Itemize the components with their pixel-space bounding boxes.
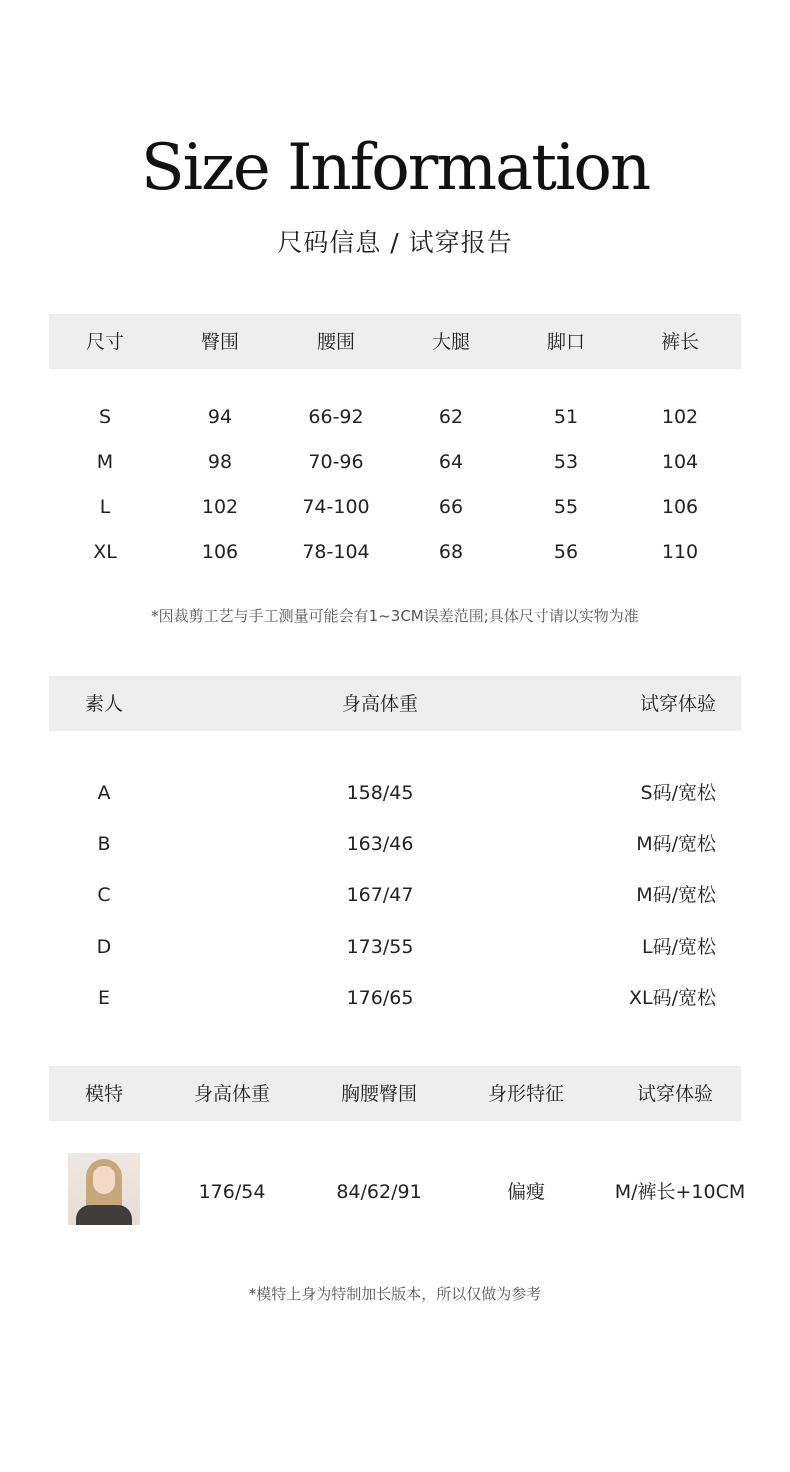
size-table-cell: 62 xyxy=(438,406,464,428)
trial-table-cell: C xyxy=(97,884,111,906)
size-table-cell: M xyxy=(96,451,114,473)
size-header-cell: 臀围 xyxy=(200,331,240,353)
trial-table-cell: 167/47 xyxy=(346,884,414,906)
model-header-cell: 身形特征 xyxy=(487,1083,565,1105)
page-subtitle: 尺码信息 / 试穿报告 xyxy=(277,228,513,257)
trial-table-cell: E xyxy=(97,987,111,1009)
trial-header-cell: 身高体重 xyxy=(341,693,419,715)
trial-table-cell: L码/宽松 xyxy=(642,936,716,958)
model-table-cell: 偏瘦 xyxy=(506,1181,546,1203)
size-table-cell: 66-92 xyxy=(308,406,364,428)
size-header-cell: 大腿 xyxy=(431,331,471,353)
model-header-cell: 模特 xyxy=(84,1083,124,1105)
trial-table-cell: A xyxy=(97,782,111,804)
size-header-cell: 脚口 xyxy=(546,331,586,353)
size-table-cell: 98 xyxy=(207,451,233,473)
trial-table-cell: M码/宽松 xyxy=(636,884,716,906)
size-table-cell: 53 xyxy=(553,451,579,473)
size-table-cell: 55 xyxy=(553,496,579,518)
model-table-cell: 84/62/91 xyxy=(336,1181,422,1203)
model-note: *模特上身为特制加长版本，所以仅做为参考 xyxy=(248,1285,542,1303)
size-header-cell: 尺寸 xyxy=(85,331,125,353)
trial-table-cell: XL码/宽松 xyxy=(628,987,716,1009)
size-table-cell: 68 xyxy=(438,541,464,563)
model-header-cell: 胸腰臀围 xyxy=(340,1083,418,1105)
size-table-cell: 70-96 xyxy=(308,451,364,473)
size-table-cell: 94 xyxy=(207,406,233,428)
trial-header-cell: 试穿体验 xyxy=(639,693,716,715)
size-header-cell: 裤长 xyxy=(660,331,700,353)
size-table-cell: 66 xyxy=(438,496,464,518)
size-note: *因裁剪工艺与手工测量可能会有1~3CM误差范围;具体尺寸请以实物为准 xyxy=(151,607,639,625)
size-table-cell: 64 xyxy=(438,451,464,473)
trial-table-cell: 163/46 xyxy=(346,833,414,855)
trial-table-cell: S码/宽松 xyxy=(640,782,716,804)
size-table-cell: 56 xyxy=(553,541,579,563)
size-table-cell: 102 xyxy=(201,496,239,518)
size-header-cell: 腰围 xyxy=(316,331,356,353)
size-table-cell: 51 xyxy=(553,406,579,428)
trial-table-cell: B xyxy=(97,833,111,855)
model-table-cell: 176/54 xyxy=(198,1181,266,1203)
size-table-cell: S xyxy=(98,406,112,428)
size-table-cell: XL xyxy=(93,541,117,563)
size-table-cell: 106 xyxy=(661,496,699,518)
size-table-cell: 78-104 xyxy=(302,541,370,563)
trial-table-cell: M码/宽松 xyxy=(636,833,716,855)
model-header-cell: 身高体重 xyxy=(193,1083,271,1105)
model-photo xyxy=(68,1153,140,1225)
trial-table-cell: 173/55 xyxy=(346,936,414,958)
trial-table-cell: 158/45 xyxy=(346,782,414,804)
trial-table-cell: D xyxy=(96,936,112,958)
model-header-cell: 试穿体验 xyxy=(636,1083,714,1105)
size-table-cell: 74-100 xyxy=(302,496,370,518)
size-table-header xyxy=(49,314,741,369)
model-table-cell: M/裤长+10CM xyxy=(614,1181,746,1203)
trial-table-cell: 176/65 xyxy=(346,987,414,1009)
trial-header-cell: 素人 xyxy=(84,693,124,715)
size-table-cell: 106 xyxy=(201,541,239,563)
size-table-cell: L xyxy=(99,496,111,518)
size-table-cell: 110 xyxy=(661,541,699,563)
page-title: Size Information xyxy=(140,131,650,205)
size-table-cell: 104 xyxy=(661,451,699,473)
size-table-cell: 102 xyxy=(661,406,699,428)
